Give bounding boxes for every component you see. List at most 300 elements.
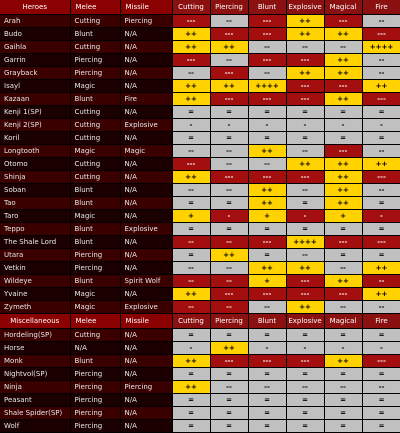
damage-value-cell: = <box>248 407 286 420</box>
unit-name-cell: Otomo <box>0 158 70 171</box>
table-row <box>0 158 400 171</box>
unit-name-cell: Teppo <box>0 223 70 236</box>
damage-value-cell: = <box>286 329 324 342</box>
melee-cell: Cutting <box>70 329 120 342</box>
missile-cell: N/A <box>120 262 172 275</box>
column-header: Explosive <box>286 0 324 15</box>
damage-value-cell: = <box>324 368 362 381</box>
damage-value-cell: = <box>362 329 400 342</box>
table-row <box>0 80 400 93</box>
unit-name-cell: Kenji 2(SP) <box>0 119 70 132</box>
damage-value-cell: - <box>172 342 210 355</box>
table-row <box>0 132 400 145</box>
damage-value-cell: - <box>324 119 362 132</box>
missile-cell: N/A <box>120 67 172 80</box>
damage-value-cell: ++ <box>210 249 248 262</box>
damage-value-cell: --- <box>210 93 248 106</box>
damage-value-cell: --- <box>248 288 286 301</box>
damage-value-cell: --- <box>210 28 248 41</box>
missile-cell: Spirit Wolf <box>120 275 172 288</box>
column-header: Heroes <box>0 0 70 15</box>
damage-value-cell: ++ <box>324 54 362 67</box>
damage-value-cell: = <box>248 223 286 236</box>
damage-value-cell: ++ <box>324 355 362 368</box>
table-row <box>0 407 400 420</box>
unit-name-cell: Yvaine <box>0 288 70 301</box>
table-row <box>0 210 400 223</box>
damage-value-cell: = <box>248 132 286 145</box>
missile-cell: N/A <box>120 54 172 67</box>
missile-cell: Explosive <box>120 301 172 314</box>
damage-value-cell: --- <box>248 93 286 106</box>
column-header: Cutting <box>172 314 210 329</box>
damage-value-cell: = <box>248 106 286 119</box>
damage-value-cell: = <box>172 106 210 119</box>
missile-cell: N/A <box>120 394 172 407</box>
missile-cell: Fire <box>120 93 172 106</box>
damage-value-cell: -- <box>362 15 400 28</box>
unit-name-cell: The Shale Lord <box>0 236 70 249</box>
damage-value-cell: -- <box>248 67 286 80</box>
damage-value-cell: ++ <box>362 158 400 171</box>
damage-value-cell: = <box>172 249 210 262</box>
unit-name-cell: Tao <box>0 197 70 210</box>
missile-cell: N/A <box>120 329 172 342</box>
damage-value-cell: --- <box>210 67 248 80</box>
damage-value-cell: = <box>324 249 362 262</box>
damage-value-cell: ++ <box>324 184 362 197</box>
table-row <box>0 145 400 158</box>
damage-value-cell: --- <box>324 288 362 301</box>
damage-value-cell: ++ <box>324 171 362 184</box>
missile-cell: N/A <box>120 41 172 54</box>
damage-value-cell: - <box>362 342 400 355</box>
table-row <box>0 15 400 28</box>
unit-name-cell: Longtooth <box>0 145 70 158</box>
damage-value-cell: -- <box>286 184 324 197</box>
table-row <box>0 93 400 106</box>
unit-name-cell: Koril <box>0 132 70 145</box>
damage-value-cell: - <box>248 119 286 132</box>
column-header: Melee <box>70 0 120 15</box>
damage-value-cell: - <box>210 119 248 132</box>
table-row <box>0 106 400 119</box>
missile-cell: Magic <box>120 145 172 158</box>
damage-value-cell: -- <box>210 54 248 67</box>
damage-value-cell: -- <box>172 145 210 158</box>
unit-name-cell: Utara <box>0 249 70 262</box>
damage-value-cell: --- <box>324 236 362 249</box>
table-row <box>0 355 400 368</box>
damage-value-cell: = <box>248 249 286 262</box>
missile-cell: Piercing <box>120 381 172 394</box>
damage-value-cell: = <box>362 420 400 433</box>
table-row <box>0 381 400 394</box>
damage-value-cell: ++ <box>172 381 210 394</box>
damage-value-cell: = <box>362 394 400 407</box>
melee-cell: Cutting <box>70 171 120 184</box>
damage-value-cell: --- <box>248 28 286 41</box>
damage-value-cell: --- <box>248 355 286 368</box>
damage-value-cell: = <box>286 223 324 236</box>
damage-value-cell: --- <box>286 171 324 184</box>
missile-cell: N/A <box>120 184 172 197</box>
melee-cell: Cutting <box>70 119 120 132</box>
table-row <box>0 275 400 288</box>
damage-value-cell: --- <box>210 171 248 184</box>
damage-value-cell: = <box>362 249 400 262</box>
damage-value-cell: ++ <box>172 28 210 41</box>
damage-value-cell: --- <box>248 15 286 28</box>
damage-value-cell: ++++ <box>362 41 400 54</box>
table-row <box>0 329 400 342</box>
damage-value-cell: --- <box>362 355 400 368</box>
damage-value-cell: -- <box>210 158 248 171</box>
damage-value-cell: -- <box>210 145 248 158</box>
damage-value-cell: -- <box>210 184 248 197</box>
damage-value-cell: = <box>286 106 324 119</box>
melee-cell: Piercing <box>70 394 120 407</box>
damage-value-cell: ++ <box>172 355 210 368</box>
melee-cell: Magic <box>70 210 120 223</box>
melee-cell: Piercing <box>70 407 120 420</box>
column-header: Piercing <box>210 0 248 15</box>
damage-value-cell: - <box>210 210 248 223</box>
missile-cell: N/A <box>120 342 172 355</box>
damage-value-cell: = <box>210 329 248 342</box>
unit-name-cell: Arah <box>0 15 70 28</box>
damage-value-cell: --- <box>362 171 400 184</box>
unit-name-cell: Zymeth <box>0 301 70 314</box>
table-row <box>0 249 400 262</box>
damage-value-cell: = <box>324 132 362 145</box>
damage-value-cell: -- <box>286 249 324 262</box>
unit-name-cell: Vetkin <box>0 262 70 275</box>
damage-value-cell: -- <box>324 262 362 275</box>
table-row <box>0 420 400 433</box>
damage-value-cell: -- <box>286 41 324 54</box>
damage-value-cell: = <box>362 197 400 210</box>
damage-value-cell: = <box>210 132 248 145</box>
damage-value-cell: --- <box>362 28 400 41</box>
melee-cell: Magic <box>70 145 120 158</box>
unit-name-cell: Horse <box>0 342 70 355</box>
damage-value-cell: --- <box>172 15 210 28</box>
missile-cell: N/A <box>120 355 172 368</box>
damage-value-cell: ++ <box>324 28 362 41</box>
missile-cell: N/A <box>120 288 172 301</box>
damage-value-cell: = <box>210 394 248 407</box>
column-header: Magical <box>324 0 362 15</box>
damage-value-cell: --- <box>362 93 400 106</box>
damage-value-cell: ++++ <box>248 80 286 93</box>
damage-value-cell: = <box>210 223 248 236</box>
melee-cell: Blunt <box>70 236 120 249</box>
damage-value-cell: ++ <box>210 342 248 355</box>
damage-value-cell: -- <box>210 301 248 314</box>
melee-cell: Piercing <box>70 420 120 433</box>
damage-value-cell: = <box>362 132 400 145</box>
damage-value-cell: --- <box>248 54 286 67</box>
table-row <box>0 197 400 210</box>
damage-value-cell: ++ <box>324 158 362 171</box>
damage-value-cell: ++ <box>286 67 324 80</box>
column-header: Blunt <box>248 314 286 329</box>
damage-value-cell: - <box>362 119 400 132</box>
damage-value-cell: = <box>286 132 324 145</box>
damage-value-cell: --- <box>324 80 362 93</box>
damage-value-cell: ++ <box>286 301 324 314</box>
melee-cell: Cutting <box>70 106 120 119</box>
unit-name-cell: Monk <box>0 355 70 368</box>
table-row <box>0 223 400 236</box>
damage-value-cell: ++ <box>248 145 286 158</box>
melee-cell: Magic <box>70 80 120 93</box>
unit-name-cell: Hordeling(SP) <box>0 329 70 342</box>
table-row <box>0 54 400 67</box>
damage-value-cell: --- <box>248 236 286 249</box>
damage-value-cell: --- <box>286 275 324 288</box>
column-header: Missile <box>120 314 172 329</box>
column-header: Fire <box>362 0 400 15</box>
missile-cell: Piercing <box>120 15 172 28</box>
table-row <box>0 119 400 132</box>
damage-value-cell: ++ <box>362 262 400 275</box>
damage-value-cell: --- <box>362 236 400 249</box>
damage-value-cell: -- <box>362 381 400 394</box>
damage-value-cell: ++ <box>248 184 286 197</box>
column-header: Blunt <box>248 0 286 15</box>
damage-value-cell: -- <box>362 54 400 67</box>
damage-value-cell: --- <box>286 355 324 368</box>
damage-value-cell: = <box>172 407 210 420</box>
damage-value-cell: -- <box>210 381 248 394</box>
damage-value-cell: ++ <box>172 80 210 93</box>
section-header-row <box>0 0 400 15</box>
damage-value-cell: --- <box>172 158 210 171</box>
melee-cell: Cutting <box>70 15 120 28</box>
unit-name-cell: Gaihla <box>0 41 70 54</box>
melee-cell: Piercing <box>70 262 120 275</box>
table-row <box>0 368 400 381</box>
table-row <box>0 262 400 275</box>
damage-value-cell: = <box>286 407 324 420</box>
damage-value-cell: = <box>324 394 362 407</box>
missile-cell: N/A <box>120 368 172 381</box>
damage-value-cell: --- <box>286 288 324 301</box>
missile-cell: Explosive <box>120 119 172 132</box>
damage-value-cell: + <box>172 210 210 223</box>
table-row <box>0 28 400 41</box>
damage-value-cell: = <box>172 420 210 433</box>
damage-value-cell: -- <box>362 67 400 80</box>
damage-value-cell: = <box>324 106 362 119</box>
melee-cell: Piercing <box>70 381 120 394</box>
damage-value-cell: -- <box>172 67 210 80</box>
damage-value-cell: --- <box>248 171 286 184</box>
unit-name-cell: Kenji 1(SP) <box>0 106 70 119</box>
missile-cell: N/A <box>120 28 172 41</box>
damage-value-cell: --- <box>210 355 248 368</box>
damage-value-cell: --- <box>324 145 362 158</box>
section-header-row <box>0 314 400 329</box>
unit-name-cell: Grayback <box>0 67 70 80</box>
damage-value-cell: ++++ <box>286 236 324 249</box>
damage-value-cell: -- <box>286 145 324 158</box>
unit-name-cell: Garrin <box>0 54 70 67</box>
damage-value-cell: = <box>210 420 248 433</box>
damage-value-cell: ++ <box>324 93 362 106</box>
damage-value-cell: -- <box>248 41 286 54</box>
damage-value-cell: ++ <box>362 288 400 301</box>
column-header: Miscellaneous <box>0 314 70 329</box>
melee-cell: Cutting <box>70 158 120 171</box>
unit-name-cell: Shale Spider(SP) <box>0 407 70 420</box>
damage-value-cell: = <box>324 420 362 433</box>
unit-name-cell: Peasant <box>0 394 70 407</box>
damage-value-cell: = <box>172 197 210 210</box>
damage-value-cell: ++ <box>172 288 210 301</box>
damage-value-cell: = <box>172 368 210 381</box>
column-header: Magical <box>324 314 362 329</box>
unit-name-cell: Taro <box>0 210 70 223</box>
unit-name-cell: Wildeye <box>0 275 70 288</box>
table-row <box>0 288 400 301</box>
unit-name-cell: Isayl <box>0 80 70 93</box>
melee-cell: Blunt <box>70 184 120 197</box>
damage-value-cell: -- <box>210 15 248 28</box>
damage-value-cell: ++ <box>286 15 324 28</box>
melee-cell: Blunt <box>70 355 120 368</box>
melee-cell: Cutting <box>70 41 120 54</box>
damage-value-cell: -- <box>172 275 210 288</box>
melee-cell: Blunt <box>70 93 120 106</box>
damage-value-cell: -- <box>172 184 210 197</box>
damage-value-cell: + <box>324 210 362 223</box>
damage-value-cell: = <box>172 223 210 236</box>
damage-value-cell: -- <box>248 158 286 171</box>
table-row <box>0 394 400 407</box>
melee-cell: Piercing <box>70 249 120 262</box>
damage-value-cell: = <box>248 368 286 381</box>
table-row <box>0 67 400 80</box>
melee-cell: Piercing <box>70 67 120 80</box>
unit-name-cell: Soban <box>0 184 70 197</box>
damage-value-cell: ++ <box>286 262 324 275</box>
damage-value-cell: ++ <box>362 80 400 93</box>
damage-value-cell: -- <box>172 301 210 314</box>
damage-value-cell: ++ <box>248 197 286 210</box>
table-row <box>0 342 400 355</box>
damage-value-cell: + <box>248 210 286 223</box>
damage-value-cell: - <box>286 119 324 132</box>
damage-value-cell: = <box>172 394 210 407</box>
damage-value-cell: -- <box>286 381 324 394</box>
melee-cell: Piercing <box>70 368 120 381</box>
table-row <box>0 236 400 249</box>
damage-value-cell: -- <box>324 301 362 314</box>
damage-value-cell: ++ <box>172 41 210 54</box>
damage-value-cell: = <box>210 197 248 210</box>
column-header: Explosive <box>286 314 324 329</box>
damage-value-cell: -- <box>362 301 400 314</box>
unit-name-cell: Nightvol(SP) <box>0 368 70 381</box>
damage-value-cell: ++ <box>172 171 210 184</box>
damage-value-cell: ++ <box>324 275 362 288</box>
damage-value-cell: = <box>324 407 362 420</box>
melee-cell: Cutting <box>70 132 120 145</box>
damage-value-cell: = <box>286 420 324 433</box>
damage-value-cell: --- <box>286 80 324 93</box>
damage-value-cell: ++ <box>210 80 248 93</box>
column-header: Missile <box>120 0 172 15</box>
damage-value-cell: ++ <box>324 197 362 210</box>
damage-value-cell: = <box>210 368 248 381</box>
damage-value-cell: = <box>324 329 362 342</box>
damage-value-cell: = <box>172 329 210 342</box>
damage-value-cell: -- <box>172 262 210 275</box>
damage-value-cell: ++ <box>210 41 248 54</box>
melee-cell: Blunt <box>70 197 120 210</box>
damage-value-cell: --- <box>286 93 324 106</box>
damage-value-cell: -- <box>324 381 362 394</box>
damage-value-cell: --- <box>286 54 324 67</box>
missile-cell: N/A <box>120 158 172 171</box>
table-row <box>0 301 400 314</box>
table-row <box>0 171 400 184</box>
damage-value-cell: = <box>210 106 248 119</box>
damage-value-cell: = <box>362 223 400 236</box>
damage-value-cell: = <box>248 420 286 433</box>
column-header: Melee <box>70 314 120 329</box>
melee-cell: Blunt <box>70 28 120 41</box>
melee-cell: Magic <box>70 288 120 301</box>
melee-cell: Magic <box>70 301 120 314</box>
column-header: Piercing <box>210 314 248 329</box>
damage-value-cell: -- <box>172 236 210 249</box>
missile-cell: N/A <box>120 80 172 93</box>
damage-value-cell: -- <box>210 262 248 275</box>
unit-name-cell: Shinja <box>0 171 70 184</box>
missile-cell: N/A <box>120 132 172 145</box>
damage-value-cell: = <box>286 197 324 210</box>
missile-cell: N/A <box>120 407 172 420</box>
damage-value-cell: = <box>362 368 400 381</box>
damage-value-cell: = <box>210 407 248 420</box>
damage-value-cell: - <box>362 210 400 223</box>
missile-cell: N/A <box>120 171 172 184</box>
damage-value-cell: - <box>248 342 286 355</box>
damage-value-cell: --- <box>324 15 362 28</box>
missile-cell: N/A <box>120 236 172 249</box>
melee-cell: Blunt <box>70 223 120 236</box>
missile-cell: N/A <box>120 106 172 119</box>
damage-value-cell: = <box>248 394 286 407</box>
damage-value-cell: ++ <box>248 262 286 275</box>
damage-value-cell: -- <box>362 145 400 158</box>
damage-value-cell: - <box>172 119 210 132</box>
damage-value-cell: -- <box>362 184 400 197</box>
unit-name-cell: Ninja <box>0 381 70 394</box>
damage-value-cell: = <box>324 223 362 236</box>
unit-name-cell: Wolf <box>0 420 70 433</box>
table-row <box>0 41 400 54</box>
melee-cell: Piercing <box>70 54 120 67</box>
missile-cell: N/A <box>120 197 172 210</box>
damage-value-cell: = <box>172 132 210 145</box>
damage-value-cell: -- <box>210 236 248 249</box>
damage-value-cell: -- <box>248 301 286 314</box>
